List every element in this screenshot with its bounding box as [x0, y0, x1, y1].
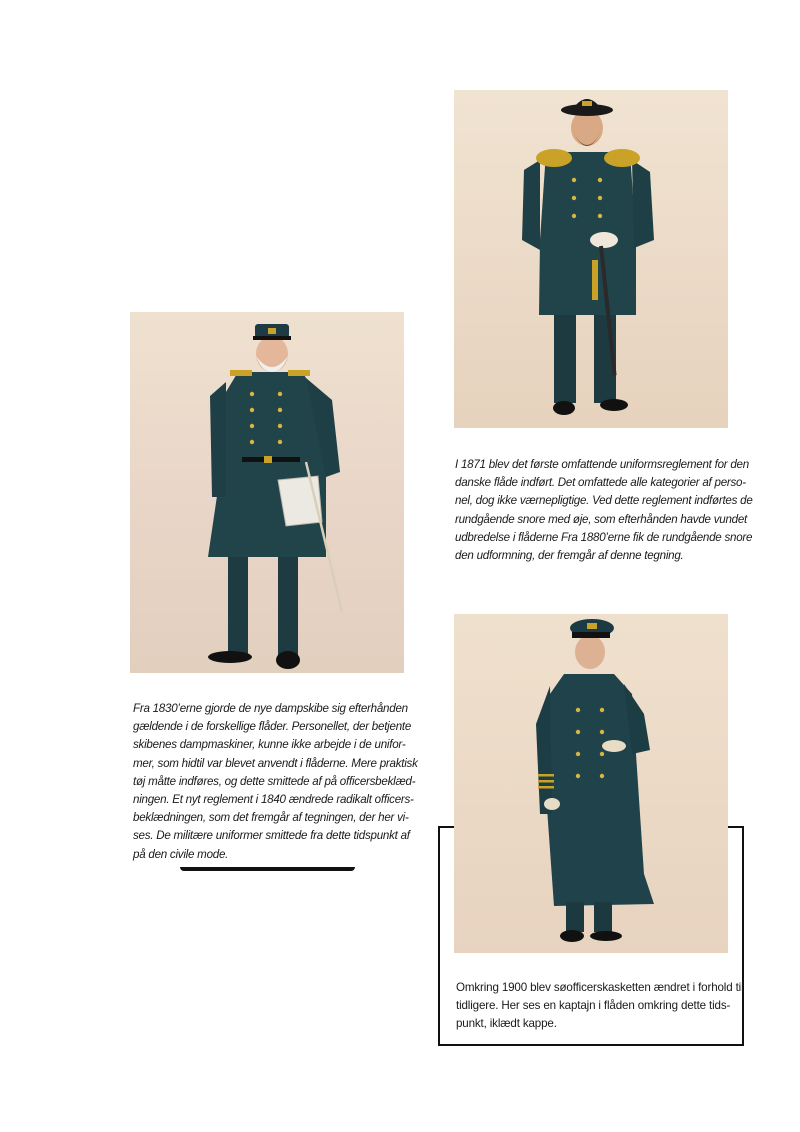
caption-line: Fra 1830’erne gjorde de nye dampskibe sig efterhånden	[133, 702, 408, 715]
caption-underline-rule	[180, 867, 355, 871]
caption-line: beklædningen, som det fremgår af tegningen, der her vi-	[133, 811, 409, 825]
caption-line: skibenes dampmaskiner, kunne ikke arbejde i de unifor-	[133, 738, 406, 752]
caption-line: ses. De militære uniformer smittede fra dette tidspunkt af	[133, 829, 410, 843]
caption-line: mer, som hidtil var blevet anvendt i flåderne. Mere praktisk	[133, 756, 418, 770]
officer-1880-drawing	[454, 90, 728, 428]
caption-line: danske flåde indført. Det omfattede alle kategorier af perso-	[455, 476, 746, 490]
officer-1840-drawing	[130, 312, 404, 673]
caption-line: ningen. Et nyt reglement i 1840 ændrede radikalt officers-	[133, 793, 414, 807]
caption-1900	[456, 979, 744, 1034]
caption-line: punkt, iklædt kappe.	[456, 1017, 557, 1031]
caption-line: I 1871 blev det første omfattende uniformsreglement for den	[455, 458, 749, 471]
illustration-captain-1900	[454, 614, 728, 953]
caption-line: gældende i de forskellige flåder. Personellet, der betjente	[133, 720, 412, 734]
caption-line: den udformning, der fremgår af denne tegning.	[455, 549, 684, 563]
caption-line: udbredelse i flåderne Fra 1880’erne fik de rundgående snore	[455, 530, 753, 544]
caption-line: tidligere. Her ses en kaptajn i flåden omkring dette tids-	[456, 999, 731, 1013]
caption-line: nel, dog ikke værnepligtige. Ved dette reglement indførtes de	[455, 494, 753, 508]
caption-line: tøj måtte indføres, og dette smittede af på officersbeklæd-	[133, 774, 416, 788]
caption-line: på den civile mode.	[133, 847, 229, 861]
caption-1830	[133, 700, 418, 864]
caption-line: rundgående snore med øje, som efterhånden havde vundet	[455, 512, 748, 526]
caption-line: Omkring 1900 blev søofficerskasketten ændret i forhold til	[456, 981, 744, 994]
captain-1900-drawing	[454, 614, 728, 953]
illustration-officer-1880	[454, 90, 728, 428]
illustration-officer-1840	[130, 312, 404, 673]
caption-1871	[455, 456, 753, 565]
